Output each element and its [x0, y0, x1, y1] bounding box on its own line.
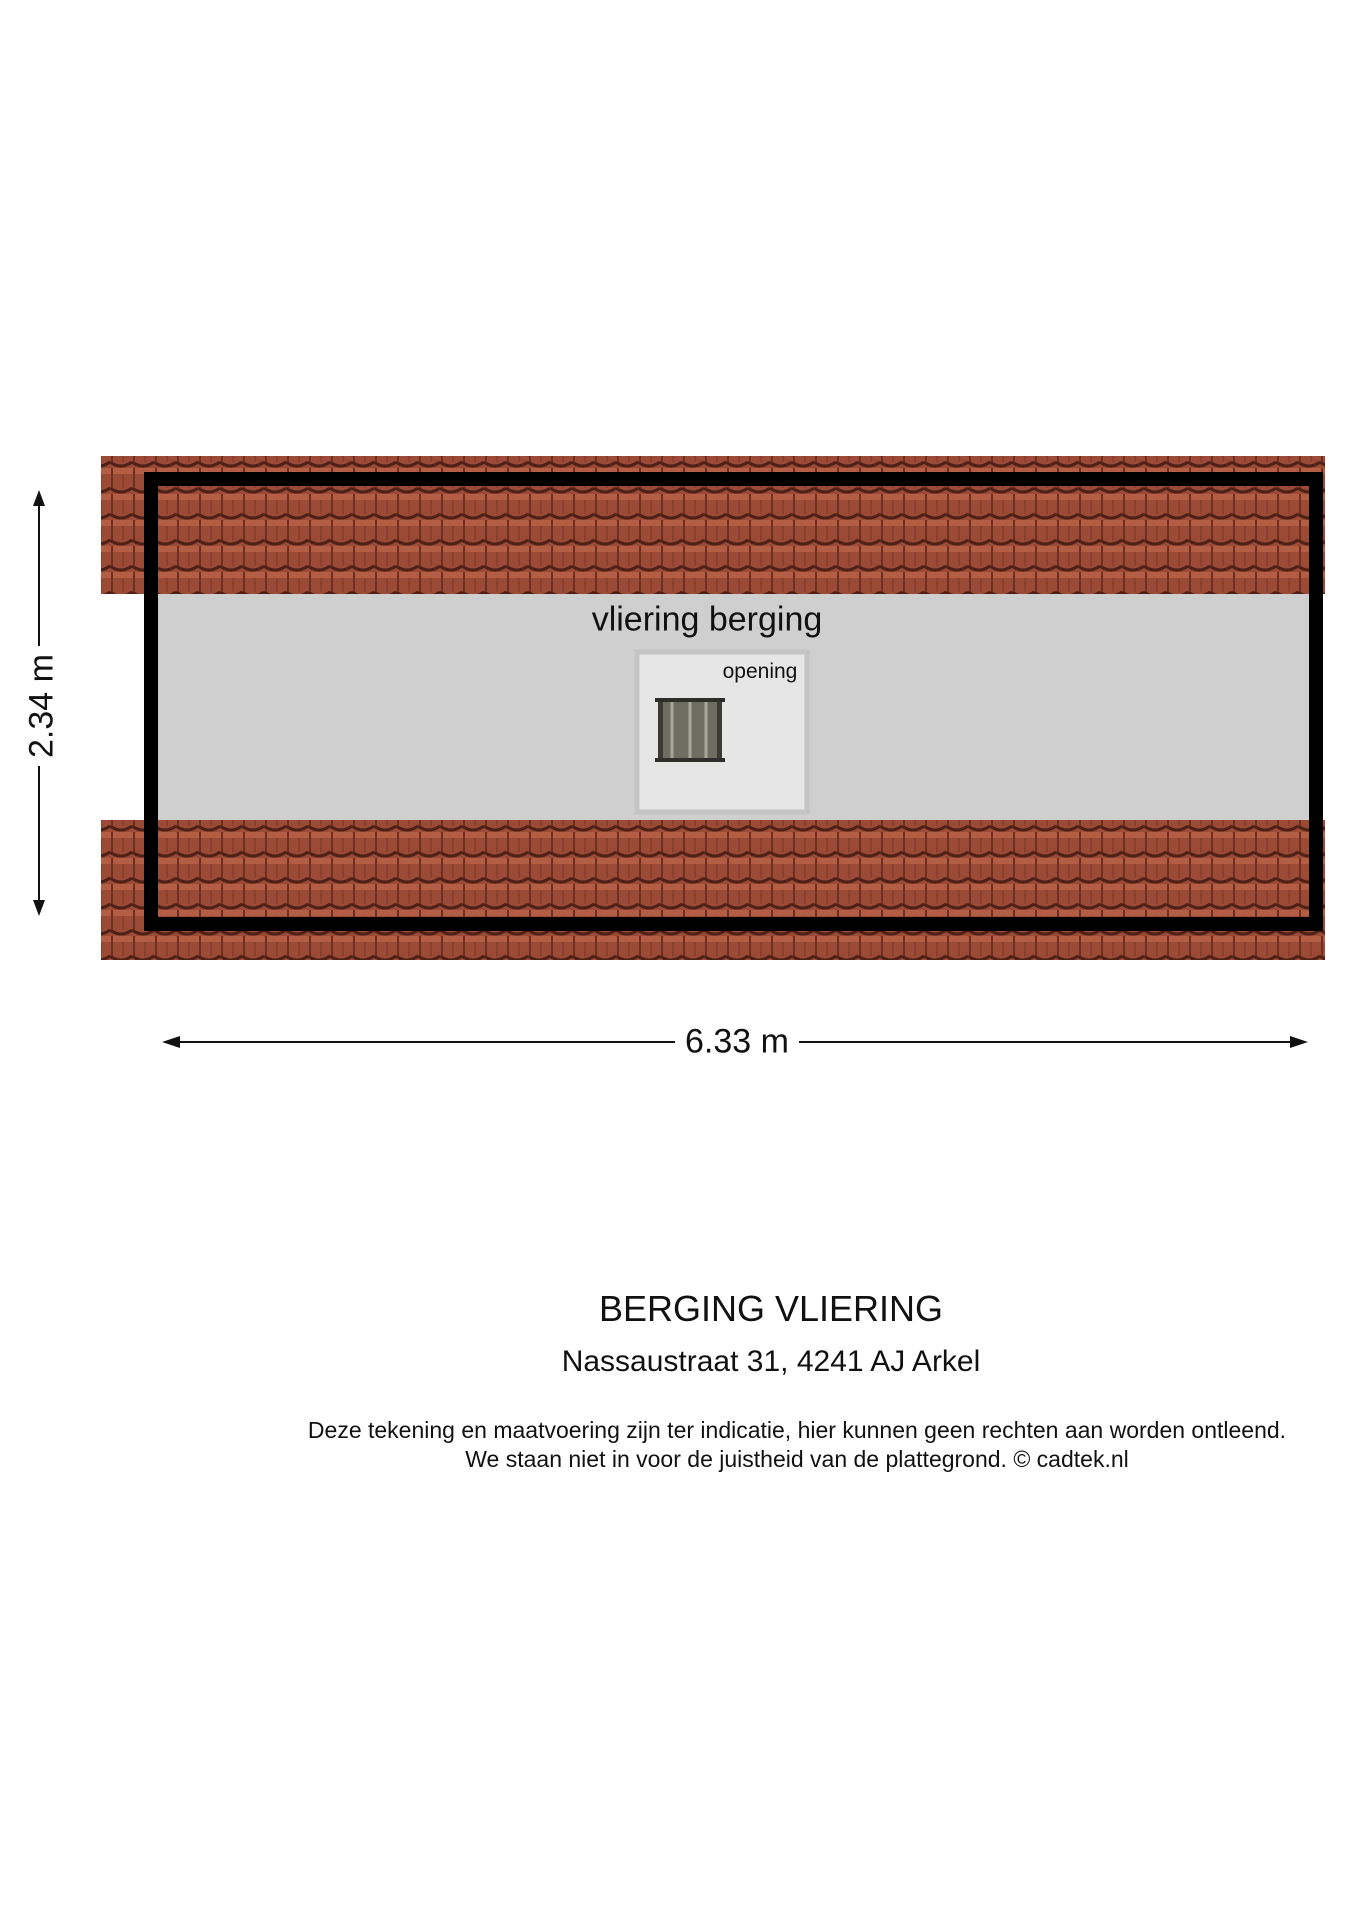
ladder-icon [655, 698, 725, 762]
plan-disclaimer [118, 1416, 1358, 1474]
plan-title: BERGING VLIERING [598, 1288, 944, 1329]
dimension-width-label: 6.33 m [675, 1023, 799, 1062]
room-name-label: vliering berging [591, 600, 823, 639]
opening-label: opening [722, 660, 798, 683]
disclaimer-line-1: Deze tekening en maatvoering zijn ter indicatie, hier kunnen geen rechten aan worden ontleend. [307, 1417, 1287, 1443]
disclaimer-line-2: We staan niet in voor de juistheid van de plattegrond. © cadtek.nl [465, 1446, 1129, 1472]
dimension-height-label: 2.34 m [23, 646, 62, 766]
plan-address: Nassaustraat 31, 4241 AJ Arkel [561, 1345, 981, 1378]
roof-tiles-bottom [101, 820, 1325, 960]
